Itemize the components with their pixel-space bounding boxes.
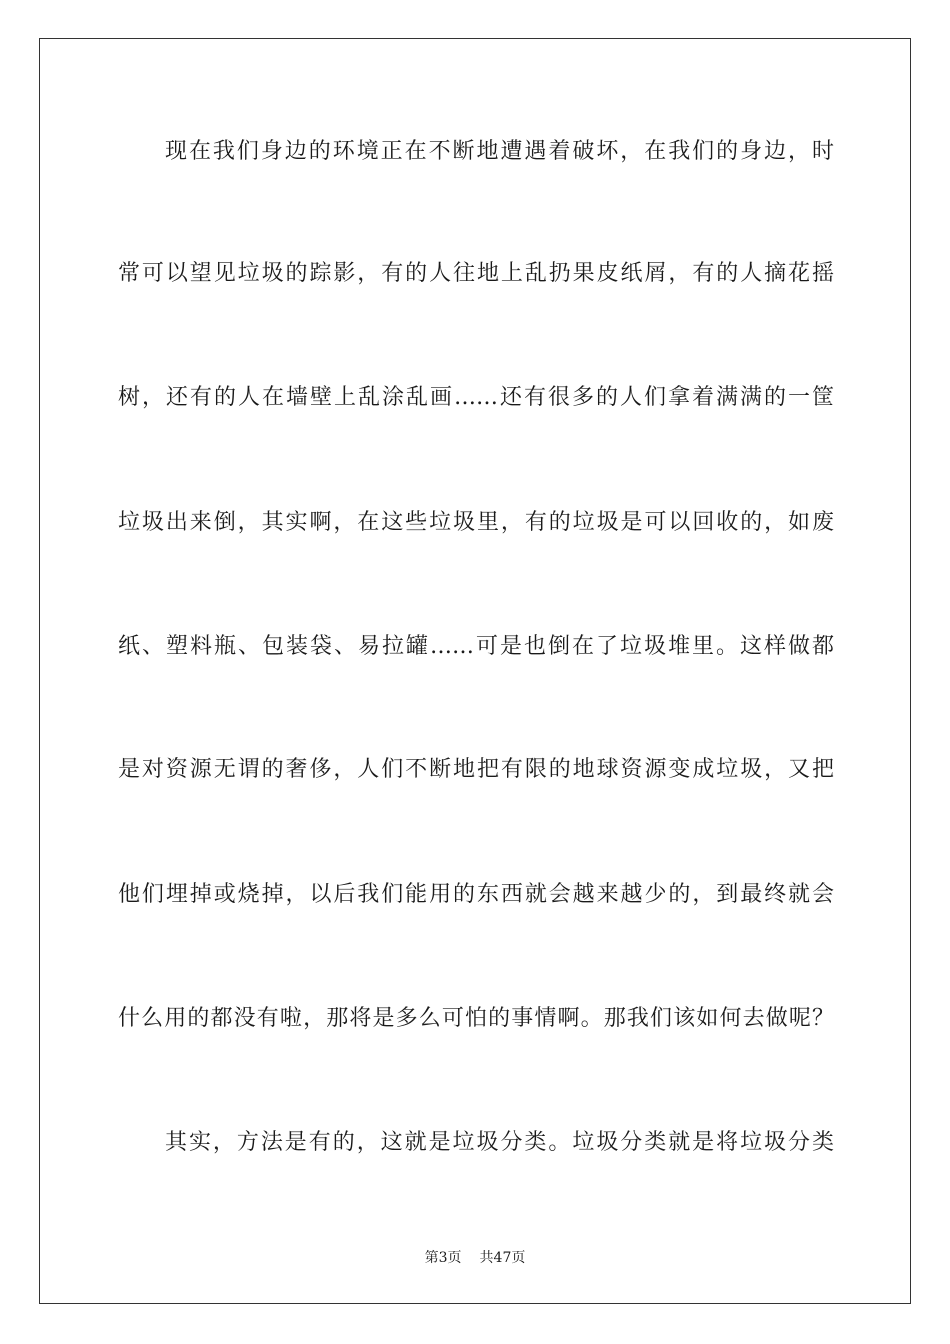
paragraph-line: 是对资源无谓的奢侈，人们不断地把有限的地球资源变成垃圾，又把 — [118, 757, 834, 782]
paragraph-line: 现在我们身边的环境正在不断地遭遇着破坏，在我们的身边，时 — [165, 139, 834, 164]
paragraph-line: 树，还有的人在墙壁上乱涂乱画……还有很多的人们拿着满满的一筐 — [118, 385, 834, 410]
page-border — [39, 38, 911, 1304]
page-footer — [0, 1248, 950, 1268]
paragraph-line: 垃圾出来倒，其实啊，在这些垃圾里，有的垃圾是可以回收的，如废 — [118, 510, 834, 535]
paragraph-line: 其实，方法是有的，这就是垃圾分类。垃圾分类就是将垃圾分类 — [165, 1130, 834, 1155]
page-number: 第3页 — [424, 1250, 462, 1266]
paragraph-line: 什么用的都没有啦，那将是多么可怕的事情啊。那我们该如何去做呢？ — [118, 1006, 834, 1031]
page-total: 共47页 — [479, 1250, 526, 1266]
paragraph-line: 他们埋掉或烧掉，以后我们能用的东西就会越来越少的，到最终就会 — [118, 882, 834, 907]
paragraph-line: 纸、塑料瓶、包装袋、易拉罐……可是也倒在了垃圾堆里。这样做都 — [118, 634, 834, 659]
paragraph-line: 常可以望见垃圾的踪影，有的人往地上乱扔果皮纸屑，有的人摘花摇 — [118, 261, 834, 286]
